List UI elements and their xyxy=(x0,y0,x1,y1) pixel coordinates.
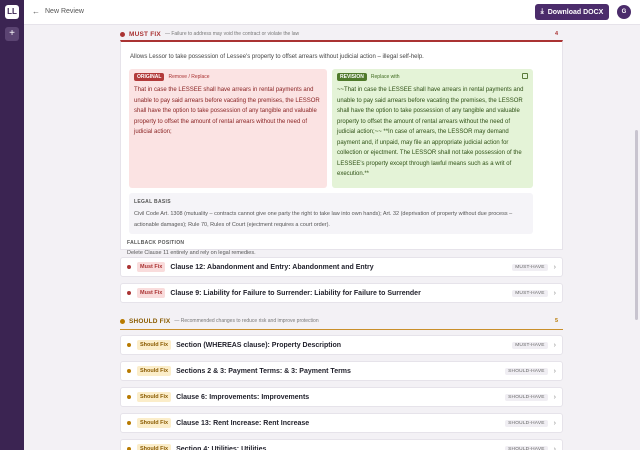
priority-badge: SHOULD-HAVE xyxy=(505,446,548,450)
should-fix-badge: Should Fix xyxy=(137,444,171,450)
copy-icon[interactable] xyxy=(522,73,528,79)
priority-badge: MUST-HAVE xyxy=(512,290,547,297)
arrow-left-icon: ← xyxy=(32,7,40,16)
should-fix-header[interactable] xyxy=(120,315,561,327)
should-fix-badge: Should Fix xyxy=(137,418,171,428)
chevron-right-icon: › xyxy=(553,289,556,297)
should-fix-title: SHOULD FIX xyxy=(129,317,171,325)
app-logo[interactable]: LL xyxy=(5,5,19,19)
priority-badge: SHOULD-HAVE xyxy=(505,420,548,427)
fallback-label: FALLBACK POSITION xyxy=(127,240,185,246)
download-label: Download DOCX xyxy=(547,8,604,16)
row-title: Section 4: Utilities: Utilities xyxy=(176,445,267,450)
should-fix-row[interactable] xyxy=(120,439,563,450)
original-box xyxy=(129,69,327,188)
must-fix-row[interactable] xyxy=(120,257,563,277)
original-sub: Remove / Replace xyxy=(168,74,210,80)
fallback-text: Delete Clause 11 entirely and rely on legal remedies. xyxy=(127,250,256,256)
avatar[interactable]: G xyxy=(617,5,631,19)
should-fix-row[interactable] xyxy=(120,361,563,381)
row-title: Clause 9: Liability for Failure to Surrender: Liability for Failure to Surrender xyxy=(170,289,421,297)
must-fix-count: 4 xyxy=(554,31,558,37)
should-fix-dot-icon xyxy=(127,343,131,347)
must-fix-dot-icon xyxy=(127,265,131,269)
must-fix-title: MUST FIX xyxy=(129,30,161,38)
chevron-right-icon: › xyxy=(553,263,556,271)
chevron-right-icon: › xyxy=(553,341,556,349)
original-tag: ORIGINAL xyxy=(134,73,164,81)
should-fix-dot-icon xyxy=(127,369,131,373)
should-fix-badge: Should Fix xyxy=(137,366,171,376)
section-divider xyxy=(120,329,563,330)
new-review-link[interactable] xyxy=(32,7,84,16)
revision-tag: REVISION xyxy=(337,73,367,81)
chevron-right-icon: › xyxy=(553,419,556,427)
new-review-label: New Review xyxy=(45,8,84,15)
revision-box xyxy=(332,69,533,188)
priority-badge: SHOULD-HAVE xyxy=(505,394,548,401)
chevron-right-icon: › xyxy=(553,393,556,401)
download-icon: ⤓ xyxy=(540,8,544,15)
should-fix-badge: Should Fix xyxy=(137,340,171,350)
should-fix-row[interactable] xyxy=(120,387,563,407)
original-text: That in case the LESSEE shall have arrears in rental payments and unable to pay said arrears before vacating the premises, the LESSOR shall have the option to take possession of any tangible and valuable property to offset the amount of rental arrears without the need of judicial action; xyxy=(134,87,320,135)
revision-sub: Replace with xyxy=(370,74,400,80)
should-fix-row[interactable] xyxy=(120,335,563,355)
should-fix-count: 5 xyxy=(554,318,558,324)
priority-badge: MUST-HAVE xyxy=(512,264,547,271)
row-title: Clause 6: Improvements: Improvements xyxy=(176,393,310,401)
clause-11-card xyxy=(120,40,563,256)
must-fix-badge: Must Fix xyxy=(137,288,165,298)
review-content xyxy=(24,25,640,450)
should-fix-description: — Recommended changes to reduce risk and improve protection xyxy=(174,318,319,324)
must-fix-description: — Failure to address may void the contract or violate the law xyxy=(164,31,300,37)
scrollbar[interactable] xyxy=(635,130,638,320)
download-docx-button[interactable] xyxy=(535,4,609,20)
chevron-right-icon: › xyxy=(553,445,556,450)
row-title: Section (WHEREAS clause): Property Description xyxy=(176,341,342,349)
legal-basis-label: LEGAL BASIS xyxy=(134,199,171,205)
top-bar xyxy=(24,0,640,25)
issue-summary: Allows Lessor to take possession of Lessee's property to offset arrears without judicial action – illegal self-help. xyxy=(130,54,424,60)
must-fix-row[interactable] xyxy=(120,283,563,303)
should-fix-row[interactable] xyxy=(120,413,563,433)
row-title: Clause 12: Abandonment and Entry: Abandonment and Entry xyxy=(170,263,374,271)
legal-basis-text: Civil Code Art. 1308 (mutuality – contracts cannot give one party the right to take law into own hands); Art. 32 (deprivation of property without due process – actionable damages); Rule 70, Rules of Court (ejectment requires a court order). xyxy=(134,211,513,228)
row-title: Sections 2 & 3: Payment Terms: & 3: Payment Terms xyxy=(176,367,351,375)
new-item-button[interactable]: + xyxy=(5,27,19,41)
must-fix-header[interactable] xyxy=(120,28,561,40)
priority-badge: SHOULD-HAVE xyxy=(505,368,548,375)
should-fix-badge: Should Fix xyxy=(137,392,171,402)
legal-basis-box xyxy=(129,193,533,234)
priority-badge: MUST-HAVE xyxy=(512,342,547,349)
must-fix-dot-icon xyxy=(127,291,131,295)
should-fix-dot-icon xyxy=(120,319,125,324)
must-fix-dot-icon xyxy=(120,32,125,37)
chevron-right-icon: › xyxy=(553,367,556,375)
should-fix-dot-icon xyxy=(127,421,131,425)
must-fix-badge: Must Fix xyxy=(137,262,165,272)
left-rail xyxy=(0,0,24,450)
should-fix-dot-icon xyxy=(127,395,131,399)
revision-text: ~~That in case the LESSEE shall have arrears in rental payments and unable to pay said arrears before vacating the premises, the LESSOR shall have the option to take possession of any tangible and valuable property to offset the amount of rental arrears without the need of judicial action;~~ **In case of arrears, the LESSOR may demand payment and, if unpaid, may file an appropriate judicial action for collection or ejectment. The LESSOR shall not take possession of the LESSEE's property except through lawful means such as a writ of execution.** xyxy=(337,87,524,177)
row-title: Clause 13: Rent Increase: Rent Increase xyxy=(176,419,310,427)
